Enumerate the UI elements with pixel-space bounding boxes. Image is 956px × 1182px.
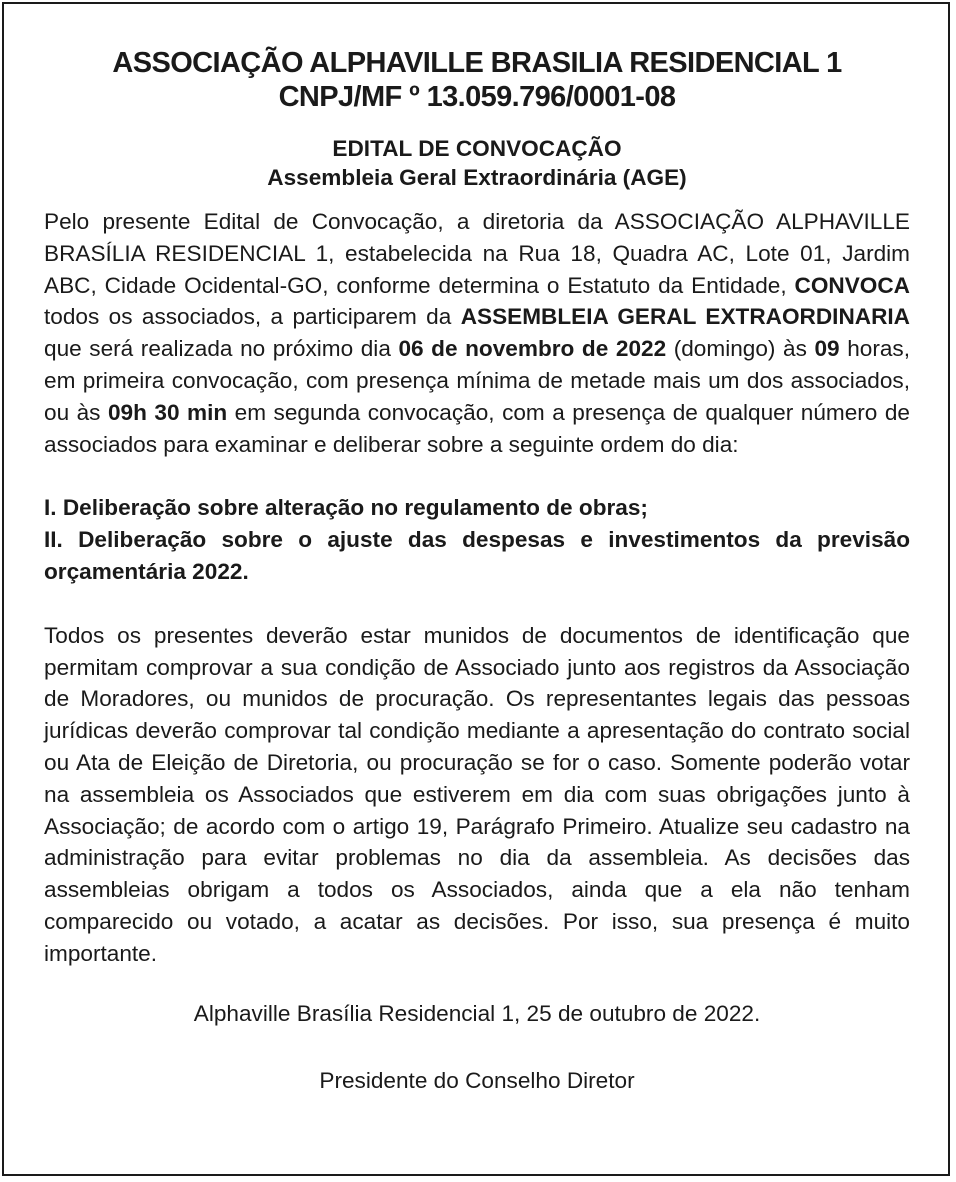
notice-paragraph: Todos os presentes deverão estar munidos de documentos de identificação que permitam comprovar a sua condição de Associado junto aos registros da Associação de Moradores, ou munidos de procuração. Os representantes legais das pessoas jurídicas deverão comprovar tal condição mediante a apresentação do contrato social ou Ata de Eleição de Diretoria, ou procuração se for o caso. Somente poderão votar na assembleia os Associados que estiverem em dia com suas obrigações junto à Associação; de acordo com o artigo 19, Parágrafo Primeiro. Atualize seu cadastro na administração para evitar problemas no dia da assembleia. As decisões das assembleias obrigam a todos os Associados, ainda que a ela não tenham comparecido ou votado, a acatar as decisões. Por isso, sua presença é muito importante. [44, 622, 910, 966]
signature-title: Presidente do Conselho Diretor [319, 1068, 635, 1094]
edital-document [44, 46, 910, 1097]
intro-bold-convoca: CONVOCA [794, 272, 910, 298]
agenda-item-1: I. Deliberação sobre alteração no regulamento de obras; [44, 495, 648, 521]
place-date: Alphaville Brasília Residencial 1, 25 de outubro de 2022. [193, 1000, 761, 1026]
edital-title: EDITAL DE CONVOCAÇÃO [332, 136, 622, 161]
intro-text-2: todos os associados, a participarem da [44, 304, 461, 330]
intro-text-6: em segunda convocação, com a presença de qualquer número de associados para examinar e deliberar sobre a seguinte ordem do dia: [44, 399, 910, 457]
edital-subtitle: Assembleia Geral Extraordinária (AGE) [267, 165, 687, 190]
organization-name: ASSOCIAÇÃO ALPHAVILLE BRASILIA RESIDENCIAL 1 [112, 47, 842, 79]
intro-text-4: (domingo) às [666, 336, 815, 362]
intro-text-3: que será realizada no próximo dia [44, 336, 399, 362]
intro-bold-hour-first: 09 [814, 336, 840, 362]
intro-bold-assembly: ASSEMBLEIA GERAL EXTRAORDINARIA [460, 304, 910, 330]
intro-text-5: horas, em primeira convocação, com presença mínima de metade mais um dos associados, ou às [44, 336, 910, 425]
intro-bold-date: 06 de novembro de 2022 [398, 336, 667, 362]
convocation-paragraph [44, 206, 910, 460]
intro-text-1: Pelo presente Edital de Convocação, a diretoria da ASSOCIAÇÃO ALPHAVILLE BRASÍLIA RESIDENCIAL 1, estabelecida na Rua 18, Quadra AC, Lote 01, Jardim ABC, Cidade Ocidental-GO, conforme determina o Estatuto da Entidade, [44, 209, 910, 298]
intro-bold-hour-second: 09h 30 min [107, 399, 228, 425]
cnpj-number: CNPJ/MF º 13.059.796/0001-08 [278, 81, 676, 113]
agenda-item-2: II. Deliberação sobre o ajuste das despesas e investimentos da previsão orçamentária 2022. [44, 527, 910, 584]
agenda-list [44, 492, 910, 587]
